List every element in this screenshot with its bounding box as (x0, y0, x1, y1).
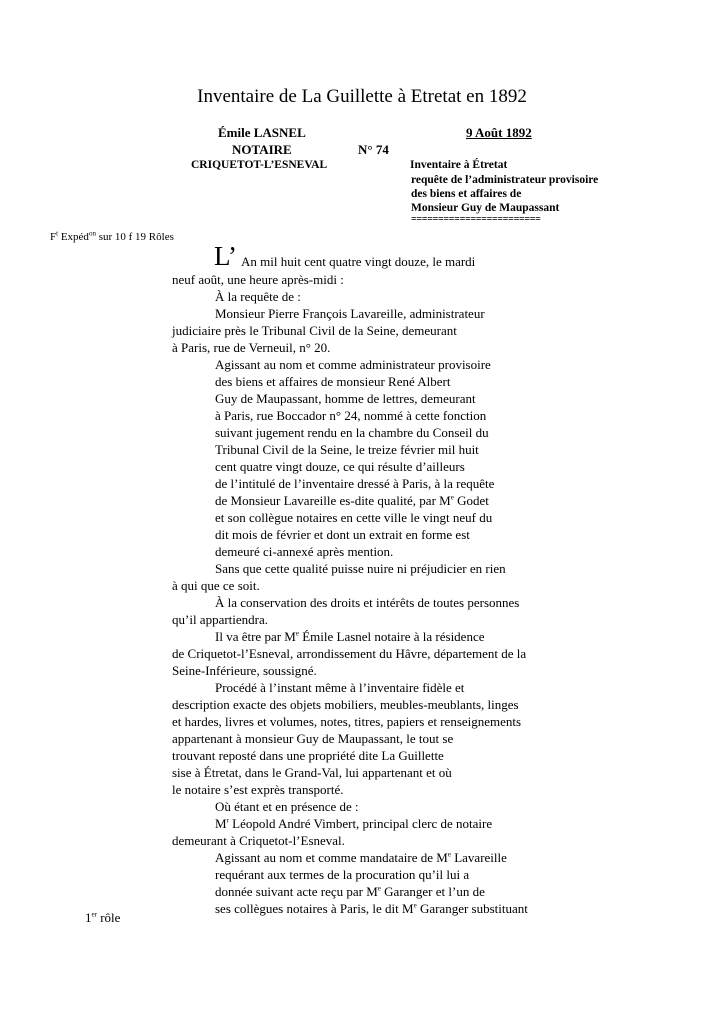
body-line: cent quatre vingt douze, ce qui résulte d’ailleurs (215, 459, 465, 474)
body-line: des biens et affaires de monsieur René Albert (215, 374, 451, 389)
body-line: dit mois de février et dont un extrait en forme est (215, 527, 470, 542)
notary-role: NOTAIRE (232, 142, 292, 157)
body-line: à qui que ce soit. (172, 578, 260, 593)
body-line: le notaire s’est exprès transporté. (172, 782, 344, 797)
body-line: À la requête de : (215, 289, 301, 304)
body-line: qu’il appartiendra. (172, 612, 269, 627)
body-line: Monsieur Pierre François Lavareille, administrateur (215, 306, 485, 321)
body-line: An mil huit cent quatre vingt douze, le mardi (241, 254, 476, 269)
body-line: de Monsieur Lavareille es-dite qualité, par Me Godet (215, 493, 489, 508)
subject-line-3: des biens et affaires de (411, 188, 522, 200)
body-line: Seine-Inférieure, soussigné. (172, 663, 317, 678)
body-line: Où étant et en présence de : (215, 799, 359, 814)
drop-cap: L’ (214, 241, 238, 271)
subject-line-2: requête de l’administrateur provisoire (411, 174, 599, 186)
body-line: $M^r$ Léopold André Vimbert, principal clerc de notaire (215, 816, 493, 831)
body-line: de l’intitulé de l’inventaire dressé à Paris, à la requête (215, 476, 495, 491)
subject-line-4: Monsieur Guy de Maupassant (411, 202, 560, 214)
act-number: N° 74 (358, 142, 389, 157)
body-line: Tribunal Civil de la Seine, le treize février mil huit (215, 442, 479, 457)
body-line: Sans que cette qualité puisse nuire ni préjudicier en rien (215, 561, 506, 576)
body-line: de Criquetot-l’Esneval, arrondissement du Hâvre, département de la (172, 646, 527, 661)
body-line: ses collègues notaires à Paris, le dit Me Garanger substituant (215, 901, 528, 916)
margin-note: $F^t$ Expéd$^{on}$ sur 10 f 19 Rôles (50, 229, 174, 243)
body-line: judiciaire près le Tribunal Civil de la Seine, demeurant (172, 323, 457, 338)
body-line: Agissant au nom et comme mandataire de Me Lavareille (215, 850, 507, 865)
subject-line-1: Inventaire à Étretat (410, 159, 508, 171)
body-line: Procédé à l’instant même à l’inventaire fidèle et (215, 680, 465, 695)
body-line: description exacte des objets mobiliers, meubles-meublants, linges (172, 697, 519, 712)
body-line: Guy de Maupassant, homme de lettres, demeurant (215, 391, 476, 406)
body-line: requérant aux termes de la procuration qu’il lui a (215, 867, 470, 882)
body-line: et son collègue notaires en cette ville le vingt neuf du (215, 510, 493, 525)
body-line: trouvant reposté dans une propriété dite La Guillette (172, 748, 444, 763)
body-line: demeuré ci-annexé après mention. (215, 544, 394, 559)
body-line: donnée suivant acte reçu par Me Garanger et l’un de (215, 884, 485, 899)
body-line: sise à Étretat, dans le Grand-Val, lui appartenant et où (172, 765, 452, 780)
page-title: Inventaire de La Guillette à Etretat en 1892 (197, 86, 527, 107)
body-line: demeurant à Criquetot-l’Esneval. (172, 833, 345, 848)
body-line: appartenant à monsieur Guy de Maupassant, le tout se (172, 731, 454, 746)
body-line: Agissant au nom et comme administrateur provisoire (215, 357, 491, 372)
page-number: 1er rôle (85, 910, 121, 925)
notary-place: CRIQUETOT-L’ESNEVAL (191, 159, 328, 171)
act-date: 9 Août 1892 (466, 125, 532, 140)
body-line: neuf août, une heure après-midi : (172, 272, 344, 287)
body-line: à Paris, rue de Verneuil, n° 20. (172, 340, 331, 355)
body-line: suivant jugement rendu en la chambre du Conseil du (215, 425, 489, 440)
header-separator: ======================== (411, 214, 541, 225)
body-line: Il va être par Me Émile Lasnel notaire à la résidence (215, 629, 485, 644)
body-line: À la conservation des droits et intérêts de toutes personnes (215, 595, 520, 610)
notary-name: Émile LASNEL (218, 125, 306, 140)
body-line: à Paris, rue Boccador n° 24, nommé à cette fonction (215, 408, 487, 423)
body-line: et hardes, livres et volumes, notes, titres, papiers et renseignements (172, 714, 522, 729)
